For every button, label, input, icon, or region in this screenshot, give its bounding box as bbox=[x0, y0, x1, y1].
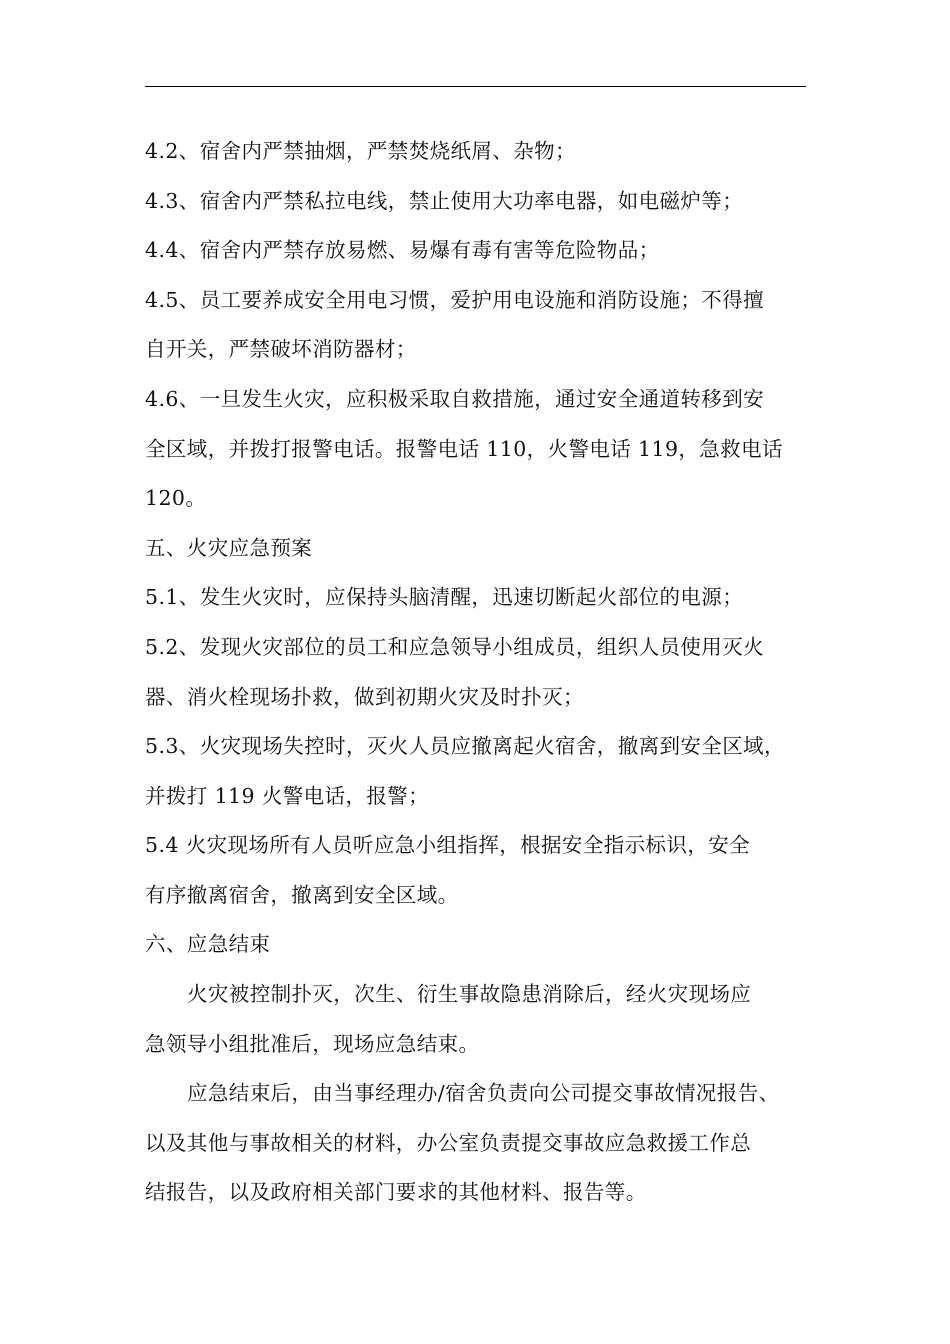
text-line-5-2-cont: 器、消火栓现场扑救，做到初期火灾及时扑灭； bbox=[145, 685, 584, 709]
text-line-5-3: 5.3、火灾现场失控时，灭火人员应撤离起火宿舍，撤离到安全区域， bbox=[145, 734, 785, 758]
text-line-5-4: 5.4 火灾现场所有人员听应急小组指挥，根据安全指示标识，安全 bbox=[145, 833, 751, 857]
paragraph-6-2-cont: 以及其他与事故相关的材料，办公室负责提交事故应急救援工作总 bbox=[145, 1131, 752, 1155]
text-line-4-4: 4.4、宿舍内严禁存放易燃、易爆有毒有害等危险物品； bbox=[145, 238, 660, 262]
text-line-4-2: 4.2、宿舍内严禁抽烟，严禁焚烧纸屑、杂物； bbox=[145, 139, 576, 163]
text-line-4-6-cont: 全区域，并拨打报警电话。报警电话 110，火警电话 119，急救电话 bbox=[145, 437, 783, 461]
header-rule bbox=[145, 86, 806, 87]
text-line-4-6-cont2: 120。 bbox=[145, 486, 207, 510]
paragraph-6-2: 应急结束后，由当事经理办/宿舍负责向公司提交事故情况报告、 bbox=[187, 1081, 780, 1105]
text-line-5-4-cont: 有序撤离宿舍，撤离到安全区域。 bbox=[145, 883, 459, 907]
paragraph-6-2-cont2: 结报告，以及政府相关部门要求的其他材料、报告等。 bbox=[145, 1180, 647, 1204]
section-heading-6: 六、应急结束 bbox=[145, 932, 271, 956]
text-line-4-5: 4.5、员工要养成安全用电习惯，爱护用电设施和消防设施；不得擅 bbox=[145, 288, 764, 312]
text-line-5-3-cont: 并拨打 119 火警电话，报警； bbox=[145, 784, 430, 808]
text-line-4-6: 4.6、一旦发生火灾，应积极采取自救措施，通过安全通道转移到安 bbox=[145, 387, 764, 411]
text-line-4-3: 4.3、宿舍内严禁私拉电线，禁止使用大功率电器，如电磁炉等； bbox=[145, 189, 744, 213]
text-line-4-5-cont: 自开关，严禁破坏消防器材； bbox=[145, 337, 417, 361]
paragraph-6-1: 火灾被控制扑灭，次生、衍生事故隐患消除后，经火灾现场应 bbox=[187, 982, 752, 1006]
text-line-5-2: 5.2、发现火灾部位的员工和应急领导小组成员，组织人员使用灭火 bbox=[145, 635, 764, 659]
section-heading-5: 五、火灾应急预案 bbox=[145, 536, 313, 560]
paragraph-6-1-cont: 急领导小组批准后，现场应急结束。 bbox=[145, 1032, 480, 1056]
text-line-5-1: 5.1、发生火灾时，应保持头脑清醒，迅速切断起火部位的电源； bbox=[145, 585, 744, 609]
